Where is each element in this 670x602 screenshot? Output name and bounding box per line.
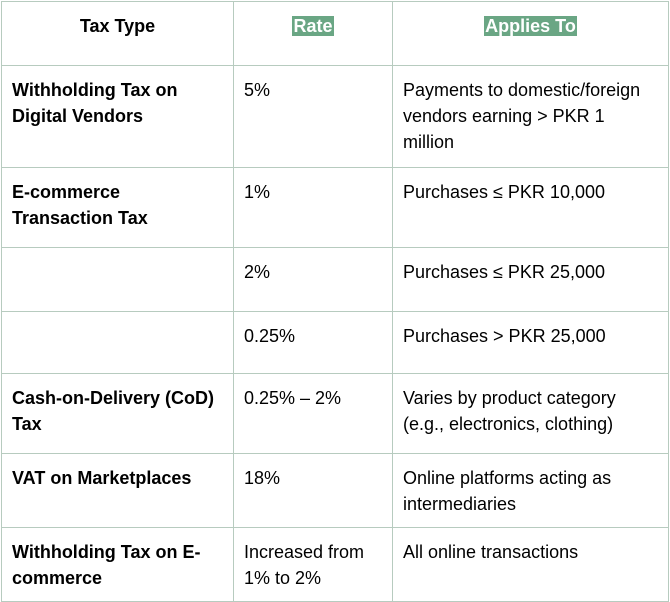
table-header-row [2,2,669,66]
tax-type-cell: Cash-on-Delivery (CoD) Tax [2,374,234,454]
table-row [2,528,669,602]
applies-to-cell: All online transactions [393,528,669,602]
rate-cell: 1% [234,168,393,248]
tax-type-cell: Withholding Tax on E-commerce [2,528,234,602]
applies-to-cell: Varies by product category (e.g., electronics, clothing) [393,374,669,454]
rate-cell: 5% [234,66,393,168]
tax-type-cell: VAT on Marketplaces [2,454,234,528]
header-tax-type [2,2,234,66]
header-applies-to [393,2,669,66]
applies-to-cell: Payments to domestic/foreign vendors earning > PKR 1 million [393,66,669,168]
table-row [2,168,669,248]
table-row [2,454,669,528]
header-label: Rate [293,16,333,36]
tax-type-cell: Withholding Tax on Digital Vendors [2,66,234,168]
header-label: Applies To [485,16,576,36]
header-rate [234,2,393,66]
tax-type-cell [2,312,234,374]
table-row [2,312,669,374]
table-row [2,248,669,312]
header-label: Tax Type [79,16,156,36]
rate-cell: 18% [234,454,393,528]
applies-to-cell: Purchases ≤ PKR 10,000 [393,168,669,248]
applies-to-cell: Purchases ≤ PKR 25,000 [393,248,669,312]
table-row [2,66,669,168]
table-row [2,374,669,454]
tax-type-cell: E-commerce Transaction Tax [2,168,234,248]
applies-to-cell: Purchases > PKR 25,000 [393,312,669,374]
applies-to-cell: Online platforms acting as intermediaries [393,454,669,528]
rate-cell: 0.25% – 2% [234,374,393,454]
tax-table [1,1,669,602]
rate-cell: 2% [234,248,393,312]
rate-cell: Increased from 1% to 2% [234,528,393,602]
tax-type-cell [2,248,234,312]
rate-cell: 0.25% [234,312,393,374]
